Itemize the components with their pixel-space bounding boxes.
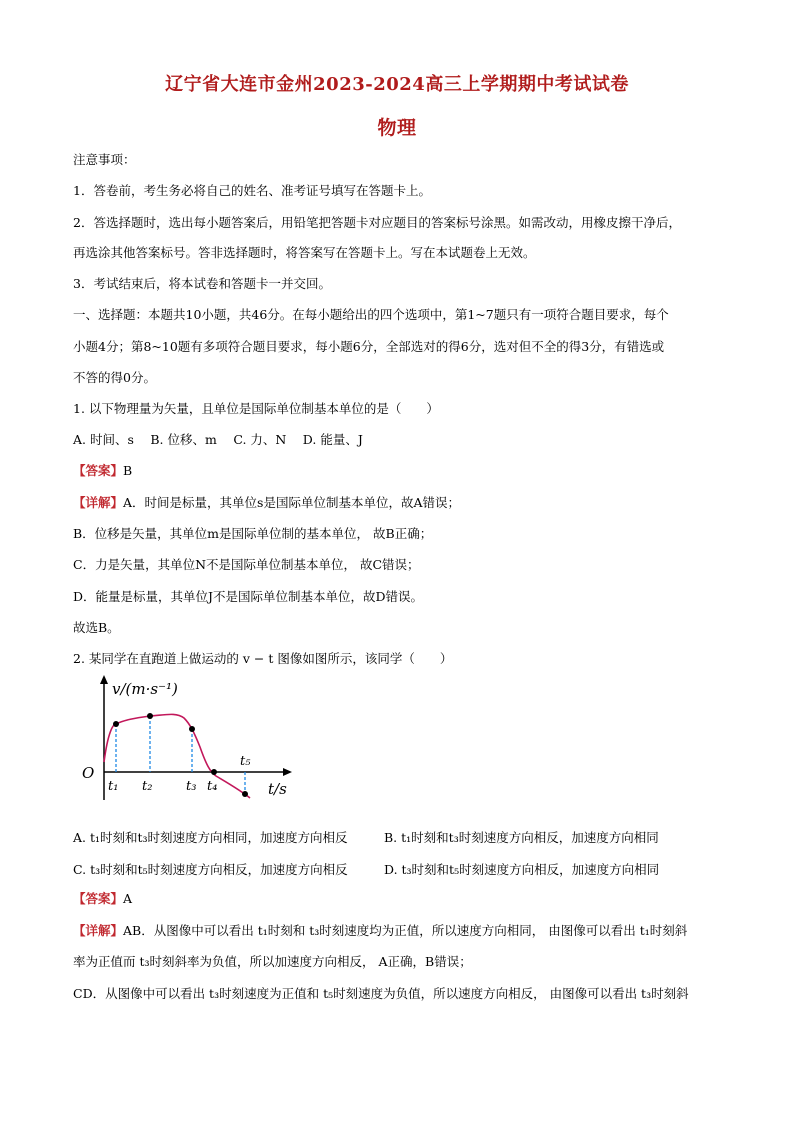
origin-label: O: [82, 764, 95, 782]
t2-label: t₂: [142, 779, 153, 794]
t5-label: t₅: [240, 754, 251, 769]
x-axis-label: t/s: [268, 780, 287, 798]
note-2b: 再选涂其他答案标号。答非选择题时，将答案写在答题卡上。写在本试题卷上无效。: [73, 245, 536, 260]
q2-stem: 2. 某同学在直跑道上做运动的 v − t 图像如图所示，该同学（ ）: [73, 651, 453, 666]
note-3: 3．考试结束后，将本试卷和答题卡一并交回。: [73, 276, 331, 291]
t1-label: t₁: [108, 779, 119, 794]
subject-title: 物理: [377, 117, 417, 139]
q2-detail-3: CD．从图像中可以看出 t₃时刻速度为正值和 t₅时刻速度为负值，所以速度方向相反， 由图像可以看出 t₃时刻斜: [73, 986, 689, 1001]
q2-detail-2: 率为正值而 t₃时刻斜率为负值，所以加速度方向相反， A正确，B错误；: [73, 954, 472, 969]
answer-value: B: [123, 463, 133, 478]
q1-conclusion: 故选B。: [73, 620, 120, 635]
point-t2: [147, 713, 153, 719]
q1-detail-3: C．力是矢量，其单位N不是国际单位制基本单位， 故C错误；: [73, 557, 420, 572]
q1-detail-4: D．能量是标量，其单位J不是国际单位制基本单位，故D错误。: [73, 589, 424, 604]
v-axis-arrow: [100, 675, 108, 684]
q2-option-d: D. t₃时刻和t₅时刻速度方向相反，加速度方向相同: [384, 862, 660, 877]
note-1: 1．答卷前，考生务必将自己的姓名、准考证号填写在答题卡上。: [73, 183, 431, 198]
point-t5: [242, 791, 248, 797]
q1-detail-1: [73, 495, 733, 511]
vt-curve: [104, 714, 250, 798]
t3-label: t₃: [186, 779, 197, 794]
detail-tag: 【详解】: [73, 495, 124, 510]
answer-value: A: [123, 891, 133, 906]
q2-detail-1: [73, 923, 733, 939]
section1-line-a: 一、选择题：本题共10小题，共46分。在每小题给出的四个选项中，第1~7题只有一项符合题目要求，每个: [73, 307, 669, 322]
answer-tag: 【答案】: [73, 891, 124, 906]
detail-text: A．时间是标量，其单位s是国际单位制基本单位，故A错误；: [123, 495, 460, 510]
q2-option-c: C. t₃时刻和t₅时刻速度方向相反，加速度方向相反: [73, 862, 348, 877]
point-t1: [113, 721, 119, 727]
q1-detail-2: B．位移是矢量，其单位m是国际单位制的基本单位， 故B正确；: [73, 526, 433, 541]
q2-option-b: B. t₁时刻和t₃时刻速度方向相反，加速度方向相同: [384, 830, 659, 845]
detail-tag: 【详解】: [73, 923, 124, 938]
detail-text: AB．从图像中可以看出 t₁时刻和 t₃时刻速度均为正值，所以速度方向相同， 由图像可以看出 t₁时刻斜: [123, 923, 688, 938]
point-t4: [211, 769, 217, 775]
vt-graph: [80, 672, 300, 812]
note-2a: 2．答选择题时，选出每小题答案后，用铅笔把答题卡对应题目的答案标号涂黑。如需改动，用橡皮擦干净后，: [73, 215, 681, 230]
q1-options: A. 时间、s B. 位移、m C. 力、N D. 能量、J: [73, 432, 363, 447]
q2-answer: [73, 891, 733, 907]
point-t3: [189, 726, 195, 732]
y-axis-label: v/(m·s⁻¹): [112, 680, 178, 698]
notes-heading: 注意事项：: [73, 152, 136, 167]
q1-stem: 1. 以下物理量为矢量，且单位是国际单位制基本单位的是（ ）: [73, 401, 439, 416]
q2-option-a: A. t₁时刻和t₃时刻速度方向相同，加速度方向相反: [73, 830, 348, 845]
t4-label: t₄: [207, 779, 218, 794]
t-axis-arrow: [283, 768, 292, 776]
exam-title: 辽宁省大连市金州2023-2024高三上学期期中考试试卷: [165, 74, 629, 95]
section1-line-b: 小题4分；第8~10题有多项符合题目要求，每小题6分，全部选对的得6分，选对但不全的得3分，有错选或: [73, 339, 665, 354]
q1-answer: [73, 463, 733, 479]
answer-tag: 【答案】: [73, 463, 124, 478]
section1-line-c: 不答的得0分。: [73, 370, 156, 385]
